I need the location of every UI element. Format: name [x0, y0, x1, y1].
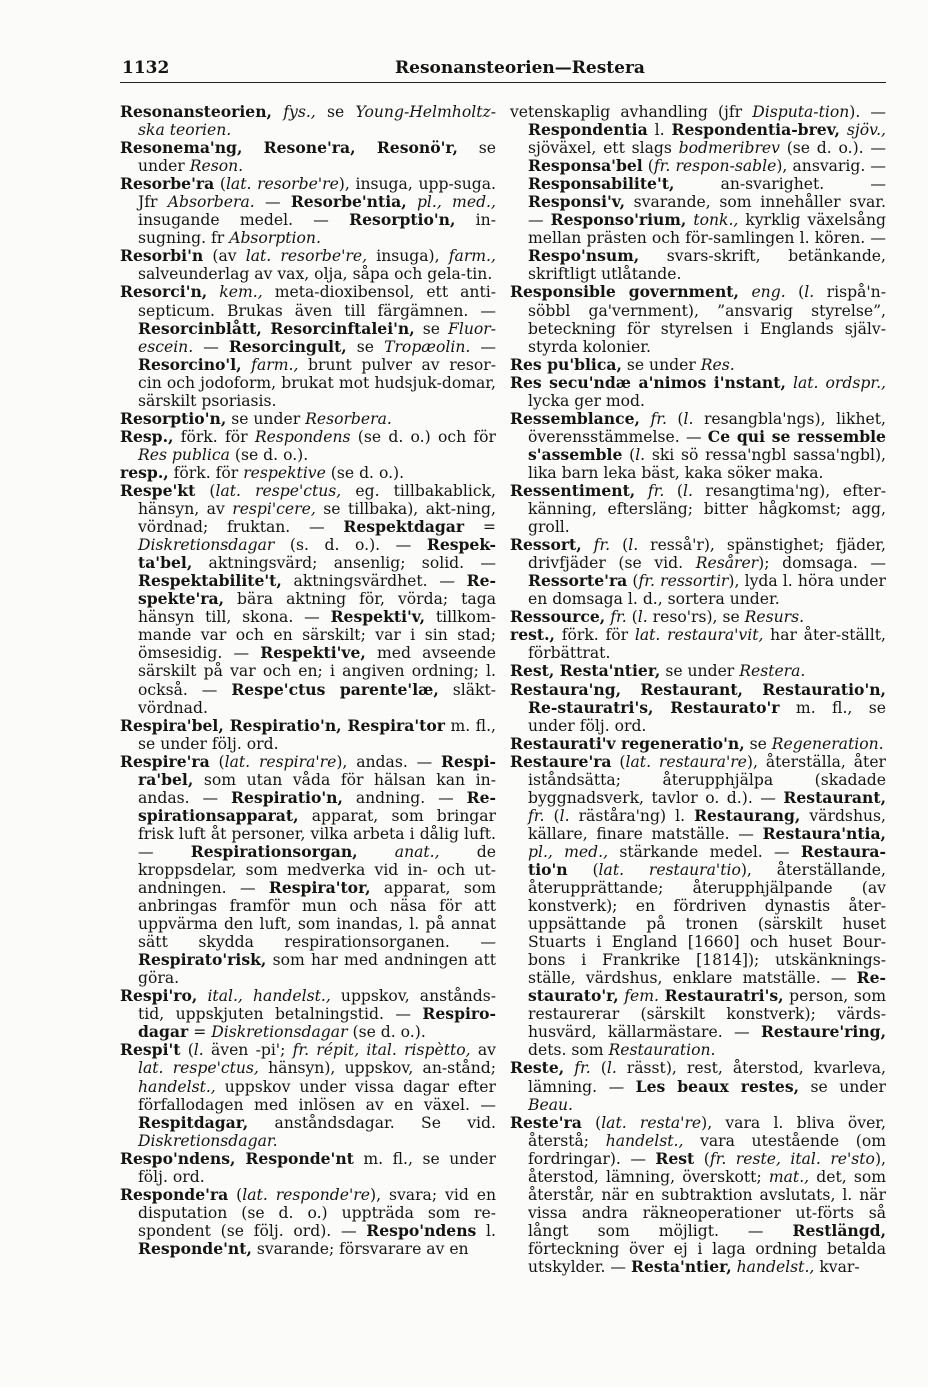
dictionary-entry: Responde'ra (lat. responde're), svara; vid en disputation (se d. o.) uppträda som re-spondent (se följ. ord). — Respo'ndens l. Responde'nt, svarande; försvarare av en	[120, 1184, 497, 1258]
dictionary-entry: Resonansteorien, fys., se Young-Helmholtz-ska teorien.	[120, 102, 496, 140]
dictionary-entry: Restaure'ra (lat. restaura're), återställa, åter iståndsätta; återupphjälpa (skadade byggnadsverk, tavlor o. d.). — Restaurant, fr. (l. räståra'ng) l. Restaurang, värdshus, källare, finare matställe. — Restaura'ntia, pl., med., stärkande medel. — Restaura-tio'n (lat. restaura'tio), återställande, återupprättande; återupphjälpande (av konstverk); en fördriven dynastis åter-uppsättande på tronen (särskilt huset Stuarts i England [1660] och huset Bour-bons i Frankrike [1814]); utskänknings-ställe, värdshus, enklare matställe. — Re-staurato'r, fem. Restauratri's, person, som restaurerar (särskilt konstverk); värds-husvärd, källarmästare. — Restaure'ring, dets. som Restauration.	[510, 751, 886, 1060]
header-rule	[120, 82, 886, 83]
dictionary-entry: Respire'ra (lat. respira're), andas. — Respi-ra'bel, som utan våda för hälsan kan in-andas. — Respiratio'n, andning. — Re-spirationsapparat, apparat, som bringar frisk luft åt personer, vilka arbeta i dålig luft. — Respirationsorgan, anat., de kroppsdelar, som medverka vid in- och ut-andningen. — Respira'tor, apparat, som anbringas framför mun och näsa för att uppvärma den luft, som inandas, l. på annat sätt skydda respirationsorganen. — Respirato'risk, som har med andningen att göra.	[120, 751, 496, 988]
dictionary-entry: resp., förk. för respektive (se d. o.).	[120, 462, 405, 482]
dictionary-entry: Resp., förk. för Respondens (se d. o.) och för Res publica (se d. o.).	[120, 426, 496, 464]
dictionary-entry: Ressemblance, fr. (l. resangbla'ngs), likhet, överensstämmelse. — Ce qui se ressemble s'assemble (l. ski sö ressa'ngbl sassa'ngbl), lika barn leka bäst, kaka söker maka.	[510, 408, 886, 482]
dictionary-entry: Reste'ra (lat. resta're), vara l. bliva över, återstå; handelst., vara utestående (om fordringar). — Rest (fr. reste, ital. re'sto), återstod, lämning, överskott; mat., det, som återstår, när en subtraktion avslutats, l. när vissa andra räkneoperationer ut-förts så långt som möjligt. — Restlängd, förteckning över ej i laga ordning betalda utskylder. — Resta'ntier, handelst., kvar-	[510, 1112, 886, 1276]
dictionary-entry: Reste, fr. (l. rässt), rest, återstod, kvarleva, lämning. — Les beaux restes, se under Beau.	[510, 1058, 886, 1114]
dictionary-entry: Respe'kt (lat. respe'ctus, eg. tillbakablick, hänsyn, av respi'cere, se tillbaka), akt-ning, vördnad; fruktan. — Respektdagar = Diskretionsdagar (s. d. o.). — Respek-ta'bel, aktningsvärd; ansenlig; solid. — Respektabilite't, aktningsvärdhet. — Re-spekte'ra, bära aktning för, vörda; taga hänsyn till, skona. — Respekti'v, tillkom-mande var och en särskilt; var i sin stad; ömsesidig. — Respekti've, med avseende särskilt på var och en; i angiven ordning; l. också. — Respe'ctus parente'læ, släkt-vördnad.	[120, 480, 496, 717]
dictionary-entry: Resorbi'n (av lat. resorbe're, insuga), farm., salveunderlag av vax, olja, såpa och gela-tin.	[120, 246, 496, 284]
running-head: Resonansteorien—Restera	[395, 58, 645, 78]
left-column	[120, 103, 496, 1258]
dictionary-entry: Resorbe'ra (lat. resorbe're), insuga, upp-suga. Jfr Absorbera. — Resorbe'ntia, pl., med., insugande medel. — Resorptio'n, in-sugning. fr Absorption.	[120, 174, 496, 248]
dictionary-entry: Responsible government, eng. (l. rispå'n-söbbl ga'vernment), ”ansvarig styrelse”, beteckning för styrelsen i Englands själv-styrda kolonier.	[510, 282, 886, 356]
dictionary-entry: rest., förk. för lat. restaura'vit, har åter-ställt, förbättrat.	[510, 625, 886, 663]
dictionary-entry: Respi't (l. även -pi'; fr. répit, ital. rispètto, av lat. respe'ctus, hänsyn), uppskov, an-stånd; handelst., uppskov under vissa dagar efter förfallodagen med inlösen av en växel. — Respitdagar, anståndsdagar. Se vid. Diskretionsdagar.	[120, 1040, 496, 1150]
dictionary-entry: Respo'ndens, Responde'nt m. fl., se under följ. ord.	[120, 1148, 496, 1186]
dictionary-entry: Res secu'ndæ a'nimos i'nstant, lat. ordspr., lycka ger mod.	[510, 372, 886, 410]
dictionary-entry: Restaura'ng, Restaurant, Restauratio'n, Re-stauratri's, Restaurato'r m. fl., se under följ. ord.	[510, 679, 886, 735]
dictionary-entry: Restaurati'v regeneratio'n, se Regeneration.	[510, 733, 884, 753]
dictionary-entry: Res pu'blica, se under Res.	[510, 354, 735, 374]
right-column	[510, 103, 886, 1276]
dictionary-entry: Ressort, fr. (l. resså'r), spänstighet; fjäder, drivfjäder (se vid. Resårer); domsaga. — Ressorte'ra (fr. ressortir), lyda l. höra under en domsaga l. d., sortera under.	[510, 535, 886, 609]
dictionary-entry: Resonema'ng, Resone'ra, Resonö'r, se under Reson.	[120, 138, 496, 176]
dictionary-entry: Respi'ro, ital., handelst., uppskov, anstånds-tid, uppskjuten betalningstid. — Respiro-dagar = Diskretionsdagar (se d. o.).	[120, 986, 496, 1042]
dictionary-entry: vetenskaplig avhandling (jfr Disputa-tion). — Respondentia l. Respondentia-brev, sjöv., sjöväxel, ett slags bodmeribrev (se d. o.). — Responsa'bel (fr. respon-sable), ansvarig. — Responsabilite't, an-svarighet. — Responsi'v, svarande, som innehåller svar. — Responso'rium, tonk., kyrklig växelsång mellan prästen och för-samlingen l. kören. — Respo'nsum, svars-skrift, betänkande, skriftligt utlåtande.	[510, 103, 887, 284]
page-number: 1132	[122, 58, 170, 78]
dictionary-entry: Ressource, fr. (l. reso'rs), se Resurs.	[510, 607, 805, 627]
dictionary-entry: Resorptio'n, se under Resorbera.	[120, 408, 392, 428]
dictionary-entry: Respira'bel, Respiratio'n, Respira'tor m. fl., se under följ. ord.	[120, 715, 496, 753]
dictionary-entry: Rest, Resta'ntier, se under Restera.	[510, 661, 806, 681]
dictionary-entry: Resorci'n, kem., meta-dioxibensol, ett anti-septicum. Brukas även till färgämnen. — Resorcinblått, Resorcinftalei'n, se Fluor-escein. — Resorcingult, se Tropæolin. — Resorcino'l, farm., brunt pulver av resor-cin och jodoform, brukat mot hudsjuk-domar, särskilt psoriasis.	[120, 282, 496, 410]
dictionary-entry: Ressentiment, fr. (l. resangtima'ng), efter-känning, eftersläng; bitter hågkomst; agg, groll.	[510, 480, 886, 537]
